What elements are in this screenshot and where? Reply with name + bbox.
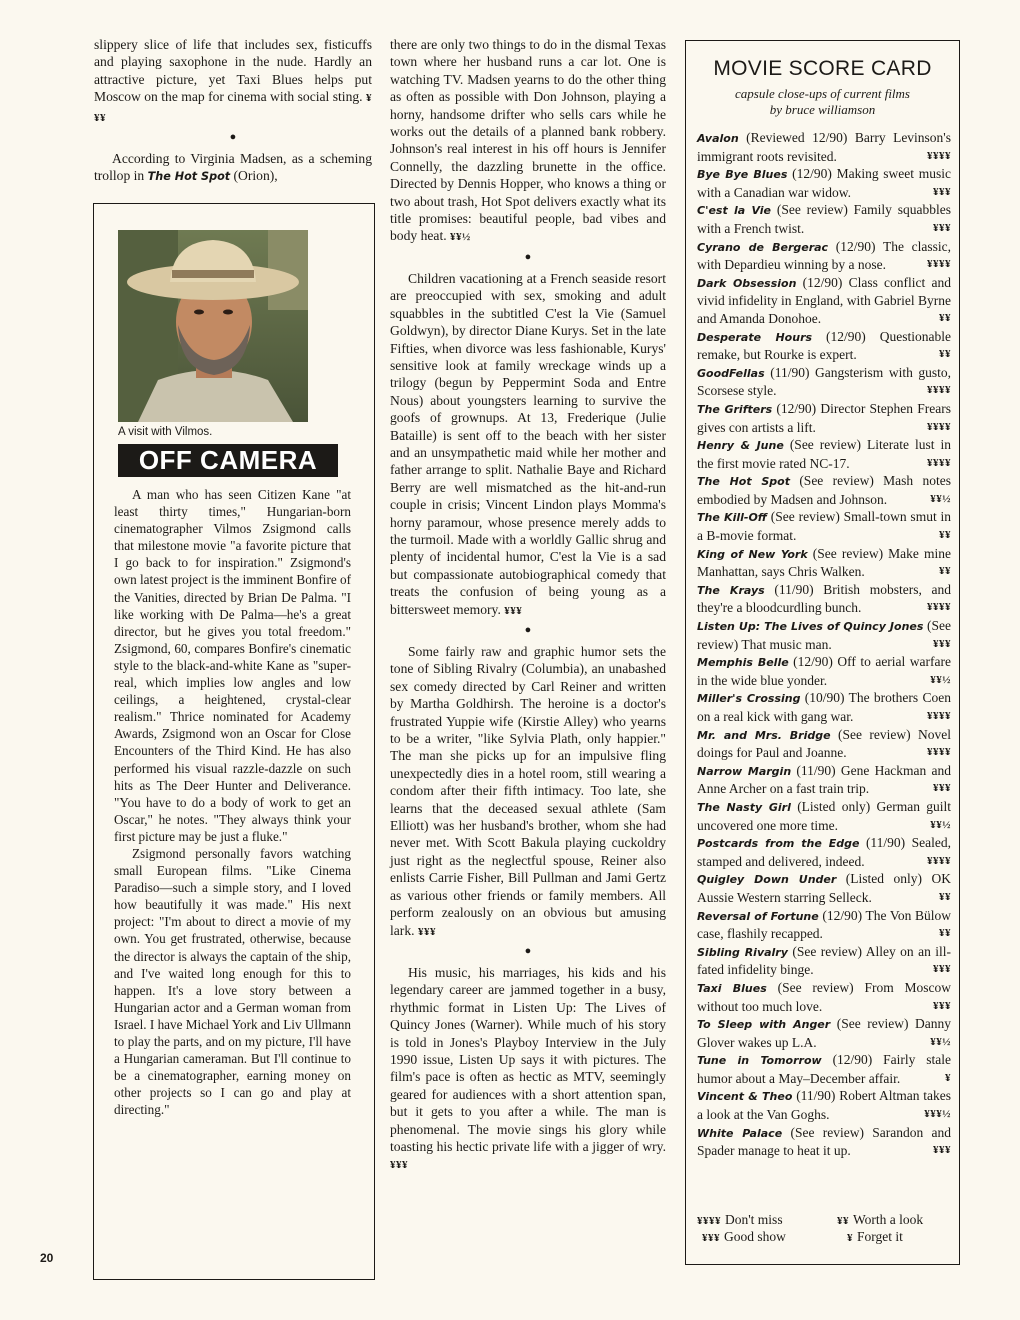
score-card-entry (697, 328, 951, 364)
film-title: Tune in Tomorrow (697, 1054, 822, 1068)
film-rating: ¥¥½ (930, 818, 951, 831)
photo-caption: A visit with Vilmos. (118, 426, 213, 438)
film-rating: ¥¥¥¥ (927, 456, 951, 469)
film-rating: ¥¥¥ (933, 963, 951, 976)
film-rating: ¥ (945, 1071, 951, 1084)
film-blurb: (12/90) Class conflict and vivid infidelity in England, with Gabriel Byrne and Amanda Donohoe. (697, 274, 951, 326)
score-card-entry (697, 165, 951, 201)
film-rating: ¥¥ (939, 565, 951, 578)
score-card-entry (697, 834, 951, 870)
film-title: Vincent & Theo (697, 1090, 793, 1104)
score-card-entry (697, 201, 951, 237)
film-title: The Nasty Girl (697, 800, 791, 814)
score-card-entry (697, 907, 951, 943)
film-blurb: (10/90) The brothers Coen on a real kick with gang war. (697, 690, 951, 724)
score-card-list (697, 129, 951, 1160)
film-blurb: (12/90) Off to aerial warfare in the wide blue yonder. (697, 654, 951, 688)
film-rating: ¥¥¥ (933, 185, 951, 198)
score-card-byline: by bruce williamson (769, 102, 876, 117)
score-card-entry (697, 870, 951, 906)
film-blurb: (See review) Alley on an ill-fated infidelity binge. (697, 943, 952, 978)
score-card-entry (697, 472, 951, 508)
film-title: Narrow Margin (697, 764, 792, 778)
film-title: The Hot Spot (147, 170, 231, 184)
column-2 (390, 36, 666, 1175)
column1-para1: slippery slice of life that includes sex, fisticuffs and playing saxophone in the nude. Hardly an attractive picture, yet Taxi Blues helps put Moscow on the map for cinema with social sting. (94, 37, 372, 105)
off-camera-body (114, 486, 351, 1118)
film-title: To Sleep with Anger (697, 1018, 831, 1032)
film-title: Bye Bye Blues (697, 168, 788, 182)
film-rating: ¥¥½ (930, 1035, 951, 1048)
film-blurb: (See review) Family squabbles with a French twist. (697, 202, 951, 236)
rating-stars: ¥¥½ (450, 231, 471, 244)
column1-para2-tail: (Orion), (233, 168, 278, 184)
bullet-separator: ● (229, 131, 237, 144)
film-title: C'est la Vie (697, 204, 771, 218)
movie-score-card (685, 40, 960, 1265)
legend-item: ¥ Forget it (847, 1229, 903, 1244)
film-blurb: (See review) Make mine Manhattan, says Chris Walken. (697, 545, 951, 580)
column2-para3: Some fairly raw and graphic humor sets the tone of Sibling Rivalry (Columbia), an unabashed sex comedy directed by Carl Reiner and written by Martha Goldhirsh. The heroine is a doctor's frustrated Yuppie wife (Kirstie Alley) who yearns to be a writer, "like Sylvia Plath, only happier." The man she picks up for an impulsive fling unexpectedly dies in a hotel room, still wearing a condom after their fifth intimacy. Too late, she learns that the deceased sexual athlete (Sam Elliott) was her husband's brother, whom she had never met. With Scott Bakula playing cuckoldry just right as the neglectful spouse, Reiner also enlists Carrie Fisher, Bill Pullman and Jami Gertz as various other friends or family members. All perform zealously on an obvious but amusing lark. (390, 644, 666, 938)
rating-stars: ¥¥¥ (390, 1159, 408, 1172)
film-blurb: (Listed only) German guilt uncovered one more time. (697, 798, 952, 833)
film-blurb: (Reviewed 12/90) Barry Levinson's immigrant roots revisited. (697, 130, 951, 164)
film-rating: ¥¥¥¥ (927, 710, 951, 722)
film-title: GoodFellas (697, 366, 765, 380)
film-blurb: (See review) From Moscow without too much love. (697, 979, 952, 1014)
film-title: Dark Obsession (697, 276, 797, 290)
film-rating: ¥¥¥ (933, 221, 951, 234)
score-card-entry (697, 1015, 951, 1051)
film-title: Mr. and Mrs. Bridge (697, 728, 831, 742)
film-title: Listen Up: The Lives of Quincy Jones (697, 620, 924, 634)
film-title: The Kill-Off (697, 511, 767, 525)
column1-para2-lead: According to Virginia Madsen, as a scheming trollop in (94, 151, 372, 184)
film-rating: ¥¥¥¥ (927, 854, 951, 867)
film-title: White Palace (697, 1126, 783, 1140)
legend-item: ¥¥¥ Good show (702, 1229, 786, 1244)
film-rating: ¥¥¥½ (924, 1108, 951, 1121)
film-title: Cyrano de Bergerac (697, 240, 829, 254)
film-rating: ¥¥¥ (933, 1144, 951, 1157)
portrait-image (118, 230, 308, 422)
bullet-separator: ● (524, 250, 532, 263)
off-camera-paragraph-2: Zsigmond personally favors watching small European films. "Like Cinema Paradiso—such a simple story, and I loved how beautifully it was made." His next project: "I'm about to direct a movie of my own. You get frustrated, otherwise, because the director is always the captain of the ship, and I've waited long enough for this to happen. It's a love story between a Hungarian actor and a German woman from Israel. I have Michael York and Liv Ullmann to play the parts, and on my picture, I'll have a Hungarian cameraman. But I'll continue to be a cinematographer, earning money on other projects so I can go and play at directing." (114, 845, 351, 1118)
film-title: Quigley Down Under (697, 873, 837, 887)
film-rating: ¥¥¥¥ (927, 384, 951, 397)
film-blurb: (See review) Danny Glover wakes up L.A. (697, 1016, 951, 1050)
score-card-entry (697, 364, 951, 400)
film-rating: ¥¥¥¥ (927, 258, 951, 271)
film-rating: ¥¥ (939, 927, 951, 940)
film-rating: ¥¥ (939, 890, 951, 903)
vilmos-portrait-photo (118, 230, 308, 422)
column2-para4: His music, his marriages, his kids and his legendary career are jammed together in a busy, rhythmic format in Listen Up: The Lives of Quincy Jones (Warner). While much of his story is told in Jones's Playboy Interview in the July 1990 issue, Listen Up says it with pictures. The film's pace is often as hectic as MTV, seemingly geared for audiences with a short attention span, but it gets to you after a while. The man is phenomenal. The movie sings his glory while toasting his hectic private life with a jigger of wry. (390, 964, 666, 1154)
score-card-entry (697, 1124, 951, 1160)
film-title: King of New York (697, 547, 808, 561)
score-card-entry (697, 1087, 951, 1123)
rating-stars: ¥¥¥ (417, 925, 436, 938)
film-title: Miller's Crossing (697, 692, 801, 706)
film-blurb: (See review) Literate lust in the first movie rated NC-17. (697, 437, 951, 471)
film-rating: ¥¥½ (930, 492, 951, 505)
film-title: Postcards from the Edge (697, 837, 860, 851)
film-blurb: (12/90) Questionable remake, but Rourke is expert. (697, 328, 951, 363)
score-card-entry (697, 238, 951, 274)
score-card-entry (697, 762, 951, 798)
film-rating: ¥¥ (939, 311, 951, 324)
film-blurb: (12/90) Director Stephen Frears gives con artists a lift. (697, 400, 951, 435)
film-blurb: (11/90) Gangsterism with gusto, Scorsese style. (697, 364, 952, 399)
film-title: The Krays (697, 583, 765, 597)
film-title: Sibling Rivalry (697, 945, 788, 959)
film-blurb: (See review) Mash notes embodied by Madsen and Johnson. (697, 473, 951, 507)
film-rating: ¥¥¥¥ (927, 149, 951, 162)
film-rating: ¥¥¥¥ (927, 746, 951, 759)
film-title: The Hot Spot (697, 475, 790, 489)
film-blurb: (See review) That music man. (697, 618, 951, 652)
score-card-entry (697, 653, 951, 689)
column2-para1: there are only two things to do in the dismal Texas town where her husband runs a car lot. One is watching TV. Madsen yearns to do the other thing as often as possible with Don Johnson, playing a horny, handsome drifter who sells cars while he works out the details of a planned bank robbery. Johnson's real interest in his off hours is Jennifer Connelly, the dazzling brunette in the office. Directed by Dennis Hopper, who knows a thing or two about trash, Hot Spot delivers exactly what its title promises: beautiful people, bad vibes and body heat. (390, 37, 666, 244)
rating-stars: ¥¥¥ (94, 92, 372, 124)
film-blurb: (See review) Sarandon and Spader manage to heat it up. (697, 1124, 951, 1159)
legend-item: ¥¥ Worth a look (837, 1212, 924, 1227)
film-title: Avalon (697, 132, 739, 145)
score-card-entry (697, 798, 951, 834)
score-card-entry (697, 274, 951, 328)
score-card-entry (697, 1051, 951, 1087)
score-card-entry (697, 545, 951, 581)
off-camera-banner: OFF CAMERA (118, 444, 338, 477)
score-card-entry (697, 400, 951, 436)
film-blurb: (12/90) The Von Bülow case, flashily recapped. (697, 907, 951, 942)
film-blurb: (Listed only) OK Aussie Western starring Selleck. (697, 871, 951, 905)
page-number: 20 (40, 1251, 54, 1265)
film-rating: ¥¥¥¥ (927, 601, 951, 614)
bullet-separator: ● (524, 624, 532, 636)
score-card-subtitle (686, 86, 959, 118)
off-camera-paragraph-1: A man who has seen Citizen Kane "at least thirty times," Hungarian-born cinematographer Vilmos Zsigmond calls that milestone movie "a favorite picture that I go back to for inspiration." Zsigmond's own latest project is the imminent Bonfire of the Vanities, directed by Brian De Palma. "I like working with De Palma—he's a great director, but he gives you total freedom." Zsigmond, 60, compares Bonfire's cinematic style to the black-and-white Kane as "super-real, which implies low angles and low ceilings, a heightened, crystal-clear realism." Thrice nominated for Academy Awards, Zsigmond won an Oscar for Close Encounters of the Third Kind. He has also performed his visual razzle-dazzle on such hits as The Deer Hunter and Deliverance. "You have to do a body of work to get an Oscar," he notes. "They always think your first picture may be just a fluke." (114, 487, 351, 844)
film-blurb: (11/90) Robert Altman takes a look at the Van Goghs. (697, 1088, 951, 1123)
score-card-entry (697, 979, 951, 1015)
score-card-entry (697, 436, 951, 472)
rating-stars: ¥¥¥ (504, 604, 523, 617)
film-rating: ¥¥¥ (933, 637, 951, 650)
score-card-entry (697, 689, 951, 725)
film-title: The Grifters (697, 402, 773, 416)
film-blurb: (12/90) Making sweet music with a Canadian war widow. (697, 166, 952, 200)
film-blurb: (11/90) British mobsters, and they're a bloodcurdling bunch. (697, 581, 951, 616)
film-rating: ¥¥¥¥ (927, 420, 951, 433)
score-card-entry (697, 508, 951, 544)
film-rating: ¥¥ (939, 529, 951, 542)
film-blurb: (11/90) Gene Hackman and Anne Archer on a fast train trip. (697, 762, 952, 797)
film-blurb: (12/90) The classic, with Depardieu winning by a nose. (697, 238, 951, 273)
score-card-title: MOVIE SCORE CARD (713, 57, 932, 80)
film-title: Memphis Belle (697, 656, 789, 670)
film-title: Reversal of Fortune (697, 909, 819, 923)
column2-para2: Children vacationing at a French seaside resort are preoccupied with sex, smoking and adult squabbles in the subtitled C'est la Vie (Samuel Goldwyn), by director Diane Kurys. Set in the late Fifties, when divorce was less fashionable, Kurys' sensitive look at family wreckage winds up a trilogy (begun by Peppermint Soda and Entre Nous) about youngsters learning to survive the goofs of grownups. At 13, Frederique (Julie Bataille) is sent off to the beach with her sister and an unsympathetic maid while her mother and father arrange to split. Nathalie Baye and Richard Berry are well mismatched as the hit-and-run couple in crisis; Vincent Lindon plays Momma's horny paramour, whose presence merely adds to the turmoil. Made with a worldly Gallic shrug and plenty of incidental humor, C'est la Vie is a sad but compassionate autobiographical comedy that treats the confusion of being young as a bittersweet memory. (390, 270, 666, 617)
column-1 (94, 36, 372, 186)
score-card-entry (697, 129, 951, 165)
film-title: Taxi Blues (697, 981, 767, 995)
score-card-entry (697, 726, 951, 762)
score-card-entry (697, 943, 951, 979)
film-rating: ¥¥¥ (933, 999, 951, 1012)
score-card-entry (697, 581, 951, 617)
film-rating: ¥¥½ (930, 673, 951, 686)
legend-item: ¥¥¥¥ Don't miss (697, 1212, 783, 1227)
score-card-entry (697, 617, 951, 653)
score-card-tagline: capsule close-ups of current films (735, 86, 910, 101)
film-blurb: (See review) Small-town smut in a B-movie format. (697, 509, 952, 544)
film-blurb: (12/90) Fairly stale humor about a May–December affair. (697, 1052, 952, 1086)
film-rating: ¥¥ (939, 348, 951, 361)
film-blurb: (11/90) Sealed, stamped and delivered, indeed. (697, 835, 951, 869)
film-rating: ¥¥¥ (933, 782, 951, 795)
film-title: Henry & June (697, 439, 784, 453)
film-title: Desperate Hours (697, 330, 813, 344)
bullet-separator: ● (524, 944, 532, 957)
film-blurb: (See review) Novel doings for Paul and Joanne. (697, 726, 951, 761)
